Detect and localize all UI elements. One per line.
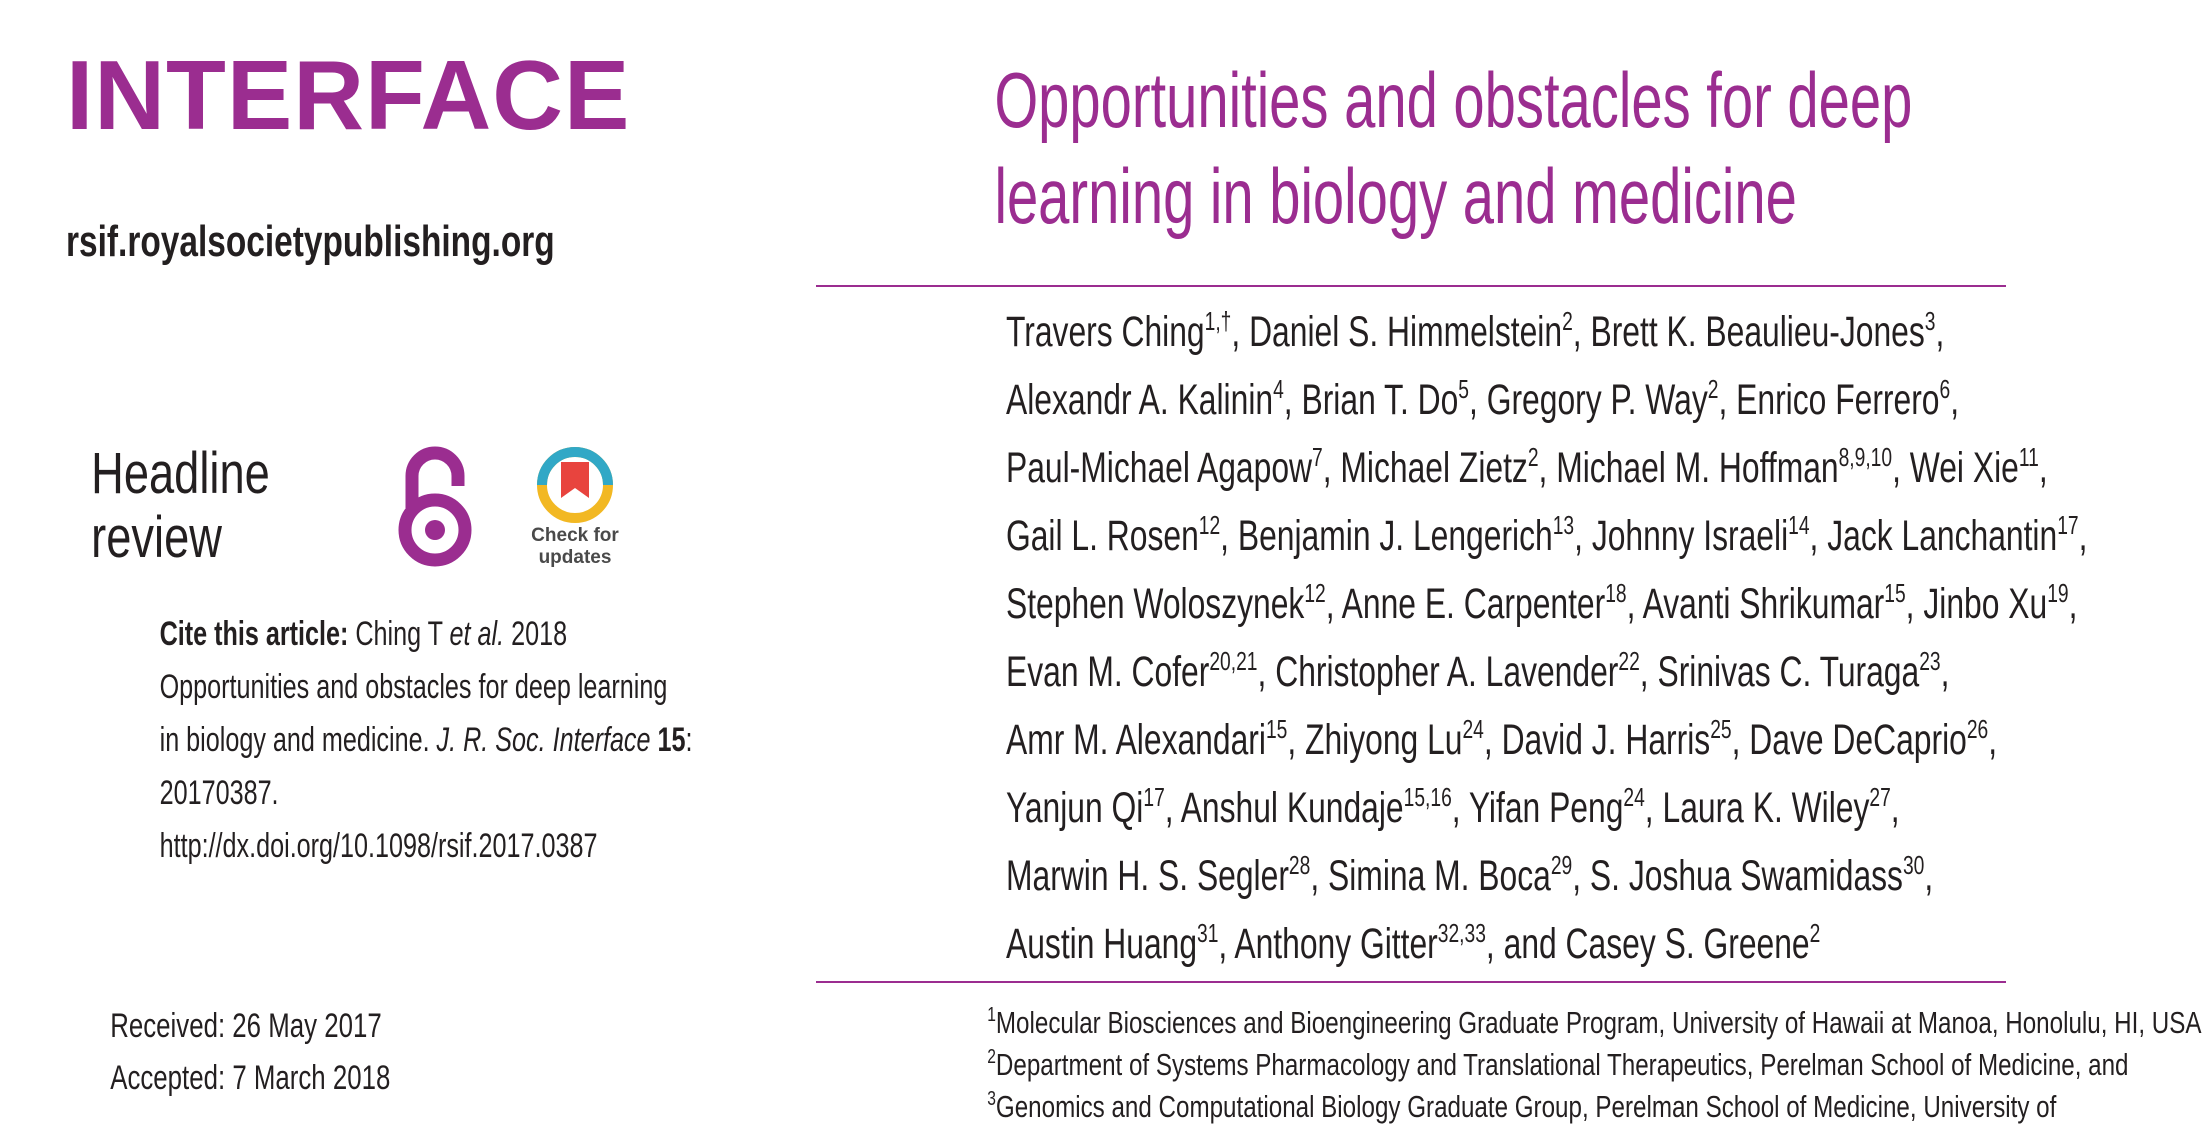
affiliation-item [987,1002,2201,1044]
author-affiliation-marker: 5 [1458,374,1470,404]
author-name: Gail L. Rosen [1005,512,1199,560]
author-list [1006,298,2087,978]
author-affiliation-marker: 18 [1605,578,1627,608]
check-for-updates-icon [536,446,614,524]
author-line: Marwin H. S. Segler$^{28}$, Simina M. Boca$^{29}$, S. Joshua Swamidass$^{30}$, [1005,850,1934,900]
author-affiliation-marker: 24 [1623,782,1645,812]
author-name: Michael Zietz [1340,444,1528,492]
author-affiliation-marker: 14 [1788,510,1810,540]
author-affiliation-marker: 4 [1273,374,1284,404]
author-affiliation-marker: 31 [1197,918,1219,948]
author-name: Zhiyong Lu [1305,716,1463,764]
affiliation-text: Molecular Biosciences and Bioengineering Graduate Program, University of Hawaii at Manoa, Honolulu, HI, USA [995,1005,2202,1040]
author-affiliation-marker: 2 [1809,918,1821,948]
author-name: S. Joshua Swamidass [1589,852,1903,900]
author-line: Amr M. Alexandari$^{15}$, Zhiyong Lu$^{24}$, David J. Harris$^{25}$, Dave DeCaprio$^{26}$, [1005,714,1998,764]
article-title [994,52,1912,244]
author-line: Yanjun Qi$^{17}$, Anshul Kundaje$^{15,16}$, Yifan Peng$^{24}$, Laura K. Wiley$^{27}$, [1005,782,1900,832]
affiliation-number: 3 [987,1088,996,1110]
author-name: Wei Xie [1909,444,2019,492]
author-name: Austin Huang [1005,920,1198,968]
citation-article-number: 20170387. [159,774,279,812]
affiliation-item [987,1086,2201,1128]
article-type-line1: Headline [91,441,270,506]
author-affiliation-marker: 15,16 [1403,782,1452,812]
author-affiliation-marker: 28 [1288,850,1311,880]
author-affiliation-marker: 26 [1966,714,1989,744]
author-line: Paul-Michael Agapow$^7$, Michael Zietz$^2$, Michael M. Hoffman$^{8,9,10}$, Wei Xie$^{11}$, [1005,442,2048,492]
author-name: Travers Ching [1005,308,1205,356]
author-affiliation-marker: 32,33 [1437,918,1486,948]
author-line: Gail L. Rosen$^{12}$, Benjamin J. Lengerich$^{13}$, Johnny Israeli$^{14}$, Jack Lanchantin$^{17}$, [1005,510,2088,560]
author-affiliation-marker: 1,† [1204,306,1232,336]
article-type [91,442,270,570]
author-affiliation-marker: 20,21 [1209,646,1258,676]
author-affiliation-marker: 12 [1304,578,1326,608]
accepted-date: Accepted: 7 March 2018 [110,1059,391,1097]
author-affiliation-marker: 30 [1902,850,1925,880]
author-name: Dave DeCaprio [1749,716,1967,764]
article-title-line1: Opportunities and obstacles for deep [994,56,1913,144]
author-name: Marwin H. S. Segler [1005,852,1289,900]
author-affiliation-marker: 11 [2018,442,2039,472]
title-divider [816,285,2006,287]
author-line: Evan M. Cofer$^{20,21}$, Christopher A. Lavender$^{22}$, Srinivas C. Turaga$^{23}$, [1005,646,1950,696]
citation-title-line1: Opportunities and obstacles for deep learning [159,668,668,706]
author-affiliation-marker: 27 [1869,782,1891,812]
citation-label: Cite this article: [159,615,349,653]
author-affiliation-marker: 3 [1924,306,1936,336]
affiliation-item [987,1044,2201,1086]
citation-doi-link[interactable]: http://dx.doi.org/10.1098/rsif.2017.0387 [159,827,598,865]
journal-website[interactable]: rsif.royalsocietypublishing.org [66,217,555,266]
journal-logo: INTERFACE [66,40,631,150]
author-line: Alexandr A. Kalinin$^4$, Brian T. Do$^5$, Gregory P. Way$^2$, Enrico Ferrero$^6$, [1005,374,1960,424]
author-affiliation-marker: 24 [1462,714,1484,744]
author-affiliation-marker: 29 [1550,850,1573,880]
author-name: Christopher A. Lavender [1275,648,1619,696]
check-for-updates-line2: updates [538,547,612,568]
open-access-icon [390,446,480,570]
author-name: Enrico Ferrero [1736,376,1940,424]
authors-divider [816,981,2006,983]
received-date: Received: 26 May 2017 [110,1007,382,1045]
article-title-line2: learning in biology and medicine [994,152,1797,240]
author-name: Yifan Peng [1468,784,1624,832]
author-affiliation-marker: 17 [2057,510,2079,540]
author-line: Stephen Woloszynek$^{12}$, Anne E. Carpenter$^{18}$, Avanti Shrikumar$^{15}$, Jinbo Xu$^{19}$, [1005,578,2078,628]
article-dates [110,1000,390,1104]
author-affiliation-marker: 2 [1562,306,1573,336]
author-line: Travers Ching$^{1,\dagger}$, Daniel S. Himmelstein$^2$, Brett K. Beaulieu-Jones$^3$, [1005,306,1945,356]
author-name: Brian T. Do [1301,376,1459,424]
author-name: Amr M. Alexandari [1005,716,1266,764]
author-affiliation-marker: 17 [1143,782,1165,812]
author-name: Srinivas C. Turaga [1657,648,1920,696]
citation-year: 2018 [511,615,568,653]
author-affiliation-marker: 15 [1884,578,1906,608]
author-name: and Casey S. Greene [1503,920,1810,968]
author-name: Jinbo Xu [1923,580,2048,628]
affiliation-text: Department of Systems Pharmacology and Translational Therapeutics, Perelman School of Medicine, and [995,1047,2129,1082]
citation-title-line2: in biology and medicine. [159,721,430,759]
author-affiliation-marker: 13 [1552,510,1575,540]
citation-journal: J. R. Soc. Interface [436,721,651,759]
author-affiliation-marker: 8,9,10 [1838,442,1893,472]
author-affiliation-marker: 6 [1939,374,1951,404]
author-affiliation-marker: 2 [1527,442,1539,472]
affiliation-number: 2 [987,1046,996,1068]
citation-etal: et al. [449,615,505,653]
author-name: Yanjun Qi [1005,784,1144,832]
affiliation-list [987,1002,2201,1128]
author-name: Anthony Gitter [1234,920,1438,968]
author-affiliation-marker: 25 [1710,714,1732,744]
article-type-line2: review [91,505,222,570]
author-name: Laura K. Wiley [1662,784,1870,832]
author-name: Gregory P. Way [1486,376,1708,424]
author-name: David J. Harris [1501,716,1711,764]
author-name: Brett K. Beaulieu-Jones [1590,308,1925,356]
author-name: Paul-Michael Agapow [1005,444,1312,492]
author-name: Alexandr A. Kalinin [1005,376,1274,424]
author-affiliation-marker: 15 [1265,714,1288,744]
author-name: Michael M. Hoffman [1556,444,1839,492]
check-for-updates-line1: Check for [531,525,619,546]
author-affiliation-marker: 19 [2047,578,2069,608]
author-name: Simina M. Boca [1328,852,1551,900]
author-affiliation-marker: 12 [1198,510,1221,540]
author-name: Anshul Kundaje [1180,784,1404,832]
author-affiliation-marker: 23 [1919,646,1941,676]
author-name: Avanti Shrikumar [1642,580,1885,628]
author-name: Benjamin J. Lengerich [1237,512,1553,560]
affiliation-text: Genomics and Computational Biology Graduate Group, Perelman School of Medicine, University of [995,1089,2057,1124]
citation-colon: : [685,721,693,759]
author-affiliation-marker: 2 [1707,374,1719,404]
citation-block [160,608,693,873]
author-line: Austin Huang$^{31}$, Anthony Gitter$^{32,33}$, and Casey S. Greene$^2$ [1005,918,1821,968]
citation-volume: 15 [657,721,686,759]
author-name: Daniel S. Himmelstein [1249,308,1563,356]
author-name: Anne E. Carpenter [1341,580,1606,628]
author-name: Evan M. Cofer [1005,648,1210,696]
affiliation-number: 1 [987,1004,996,1026]
author-name: Jack Lanchantin [1827,512,2058,560]
author-name: Stephen Woloszynek [1005,580,1305,628]
check-for-updates-badge[interactable] [516,446,634,576]
author-affiliation-marker: 22 [1618,646,1640,676]
author-affiliation-marker: 7 [1312,442,1323,472]
author-name: Johnny Israeli [1591,512,1789,560]
citation-authors: Ching T [355,615,443,653]
